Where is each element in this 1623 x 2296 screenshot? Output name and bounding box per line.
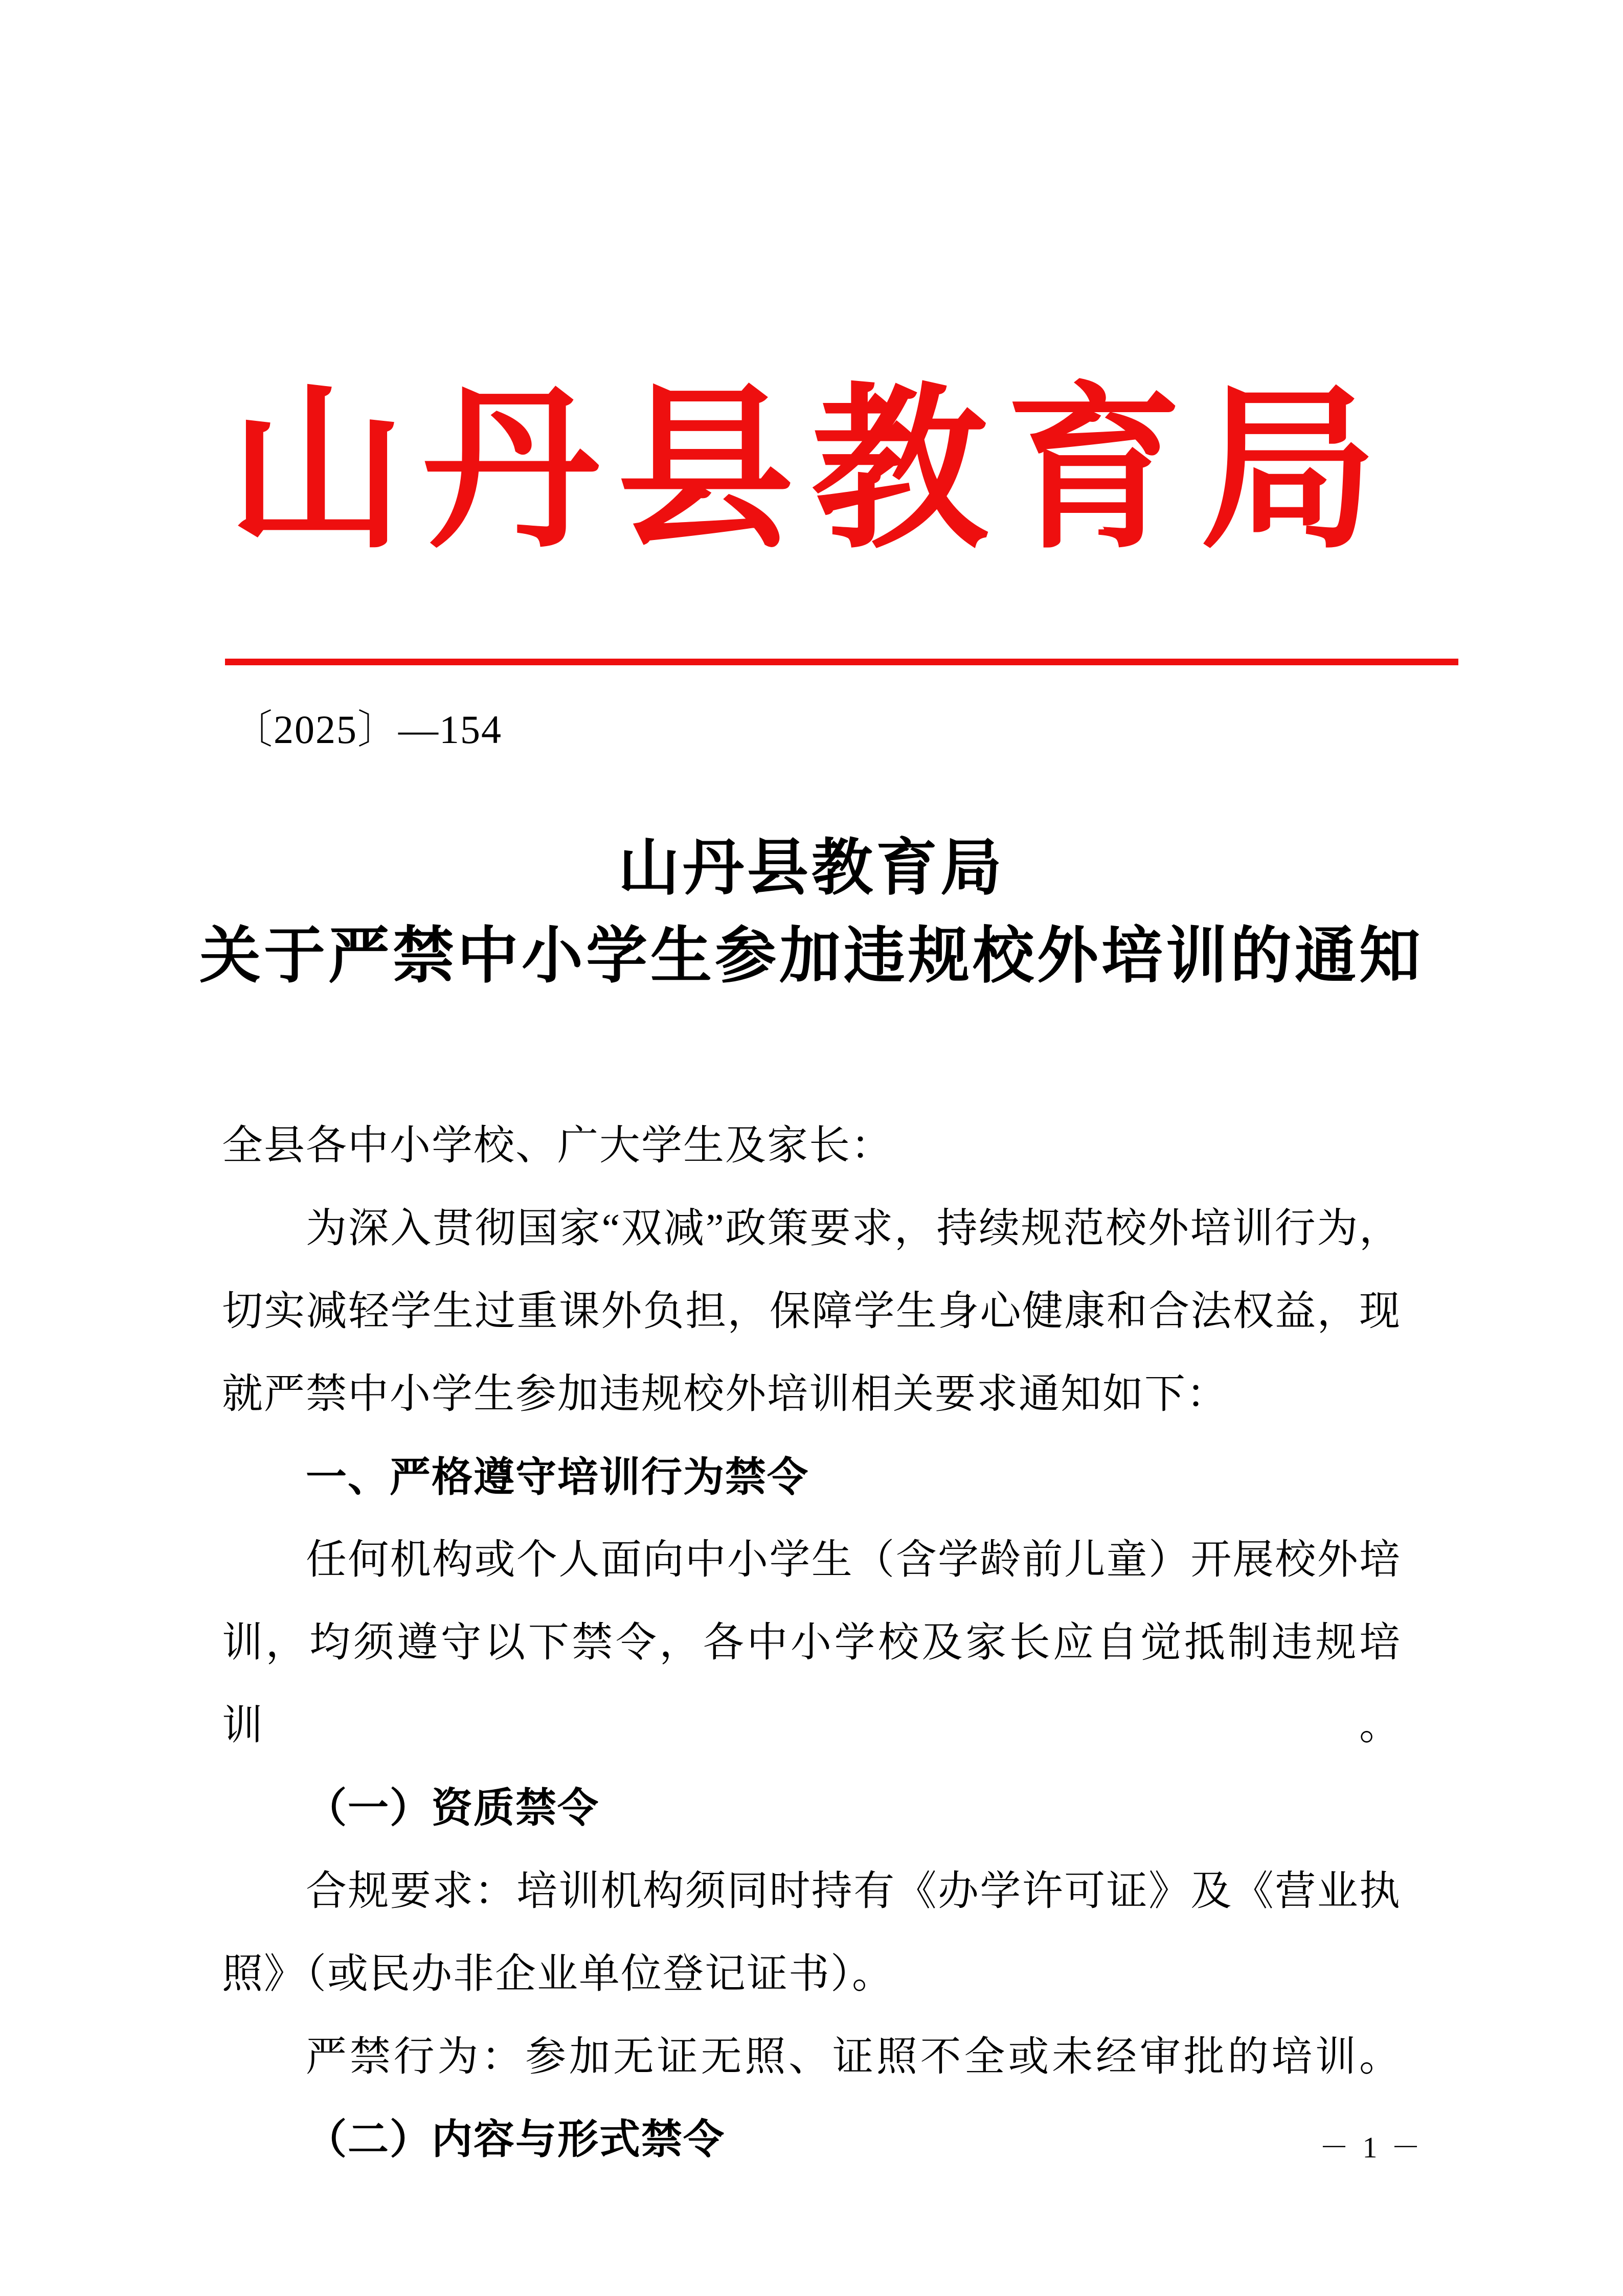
letterhead-org-title: 山丹县教育局 <box>229 374 1394 569</box>
document-title <box>0 824 1623 1000</box>
body-line: 照》（或民办非企业单位登记证书）。 <box>222 1952 894 1997</box>
body-line: 严禁行为：参加无证无照、证照不全或未经审批的培训。 <box>306 2035 1401 2080</box>
subsection-heading-1: （一）资质禁令 <box>306 1786 599 1831</box>
body-line-salutation: 全县各中小学校、广大学生及家长： <box>222 1123 893 1168</box>
body-line: 为深入贯彻国家“双减”政策要求，持续规范校外培训行为， <box>306 1206 1401 1251</box>
document-title-line2: 关于严禁中小学生参加违规校外培训的通知 <box>199 922 1424 990</box>
document-number: 〔2025〕—154 <box>233 707 503 752</box>
section-heading-1: 一、严格遵守培训行为禁令 <box>306 1454 809 1500</box>
body-line: 合规要求：培训机构须同时持有《办学许可证》及《营业执 <box>306 1869 1401 1914</box>
page-number: － 1 － <box>1319 2131 1424 2164</box>
document-title-line1: 山丹县教育局 <box>618 834 1005 902</box>
body-line: 任何机构或个人面向中小学生（含学龄前儿童）开展校外培 <box>306 1538 1401 1583</box>
document-body <box>222 1105 1401 2181</box>
body-line: 训，均须遵守以下禁令，各中小学校及家长应自觉抵制违规培训。 <box>222 1620 1401 1748</box>
red-divider-line <box>225 659 1458 665</box>
body-line: 就严禁中小学生参加违规校外培训相关要求通知如下： <box>222 1372 1228 1417</box>
subsection-heading-2: （二）内容与形式禁令 <box>306 2118 725 2163</box>
body-line: 切实减轻学生过重课外负担，保障学生身心健康和合法权益，现 <box>222 1289 1401 1334</box>
